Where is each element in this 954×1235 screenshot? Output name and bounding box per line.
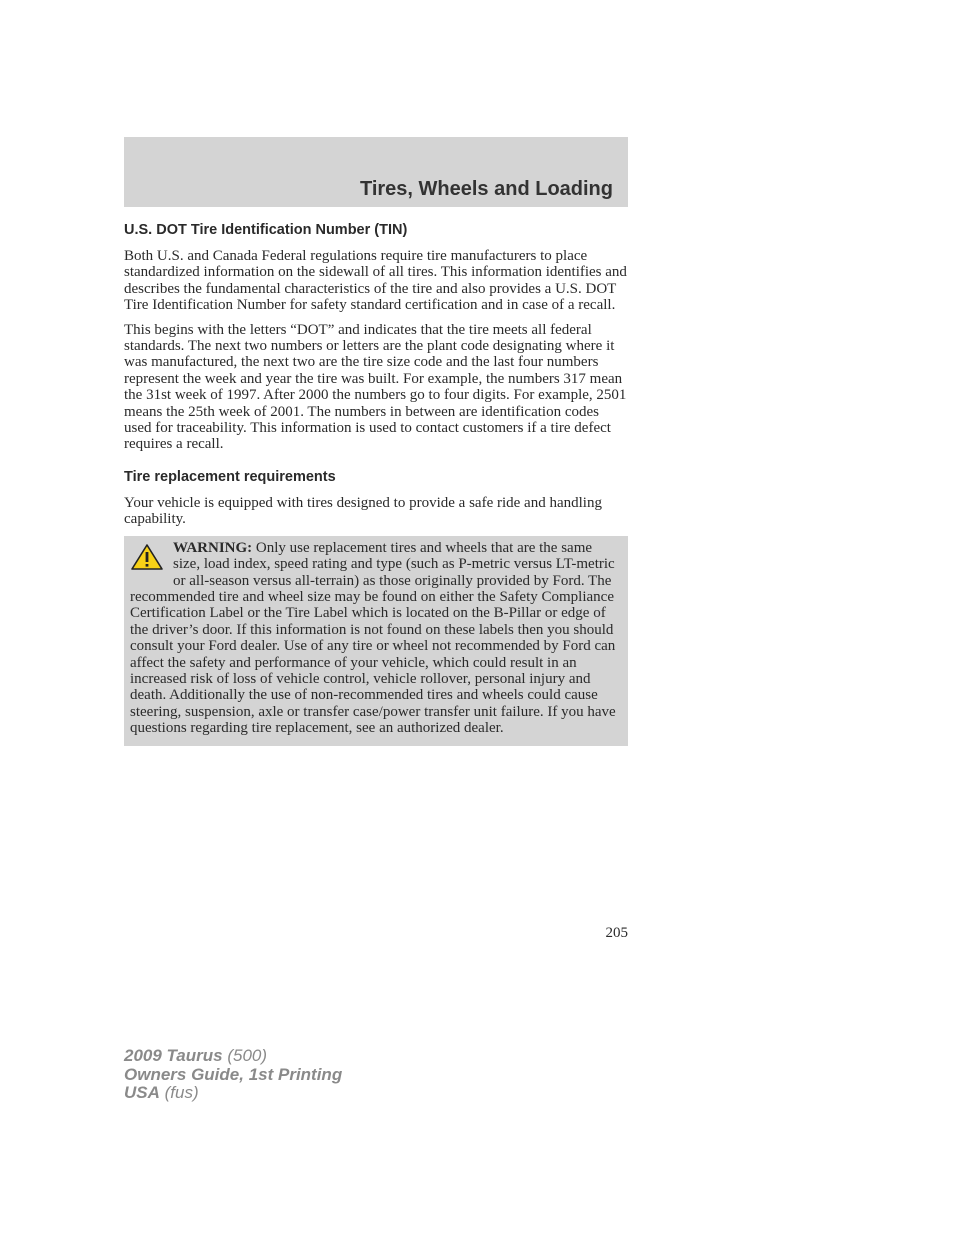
warning-text: Only use replacement tires and wheels that are the same size, load index, speed rating and type (such as P-metric versus LT-metric or all-season versus all-terrain) as those originally provided by Ford. The recommended tire and wheel size may be found on either the Safety Compliance Certification Label or the Tire Label which is located on the B-Pillar or edge of the driver’s door. If this information is not found on these labels then you should consult your Ford dealer. Use of any tire or wheel not recommended by Ford can affect the safety and performance of your vehicle, which could result in an increased risk of loss of vehicle control, vehicle rollover, personal injury and death. Additionally the use of non-recommended tires and wheels could cause steering, suspension, axle or transfer case/power transfer unit failure. If you have questions regarding tire replacement, see an authorized dealer. [130, 539, 616, 737]
warning-triangle-icon [130, 543, 164, 571]
section-heading-tin: U.S. DOT Tire Identification Number (TIN) [124, 222, 408, 238]
footer-model-code: (500) [227, 1046, 268, 1065]
paragraph: Your vehicle is equipped with tires designed to provide a safe ride and handling capability. [124, 494, 602, 528]
warning-label: WARNING: [173, 539, 253, 556]
footer-market-code: (fus) [164, 1083, 199, 1102]
page-content [124, 220, 628, 746]
footer-market: USA [124, 1083, 160, 1102]
section-heading-tire-replacement: Tire replacement requirements [124, 468, 336, 485]
footer [124, 1047, 342, 1103]
page-number: 205 [605, 925, 628, 941]
paragraph: This begins with the letters “DOT” and indicates that the tire meets all federal standards. The next two numbers or letters are the plant code designating where it was manufactured, the next two are the tire size code and the last four numbers represent the week and year the tire was built. For example, the numbers 317 mean the 31st week of 1997. After 2000 the numbers go to four digits. For example, 2501 means the 25th week of 2001. The numbers in between are identification codes used for traceability. This information is used to contact customers if a tire defect requires a recall. [124, 321, 627, 453]
chapter-title: Tires, Wheels and Loading [359, 178, 613, 200]
footer-guide: Owners Guide, 1st Printing [124, 1064, 343, 1084]
warning-box [124, 536, 628, 746]
paragraph: Both U.S. and Canada Federal regulations require tire manufacturers to place standardized information on the sidewall of all tires. This information identifies and describes the fundamental characteristics of the tire and also provides a U.S. DOT Tire Identification Number for safety standard certification and in case of a recall. [124, 248, 627, 314]
footer-model: 2009 Taurus [124, 1046, 223, 1065]
chapter-header-band [124, 137, 628, 207]
